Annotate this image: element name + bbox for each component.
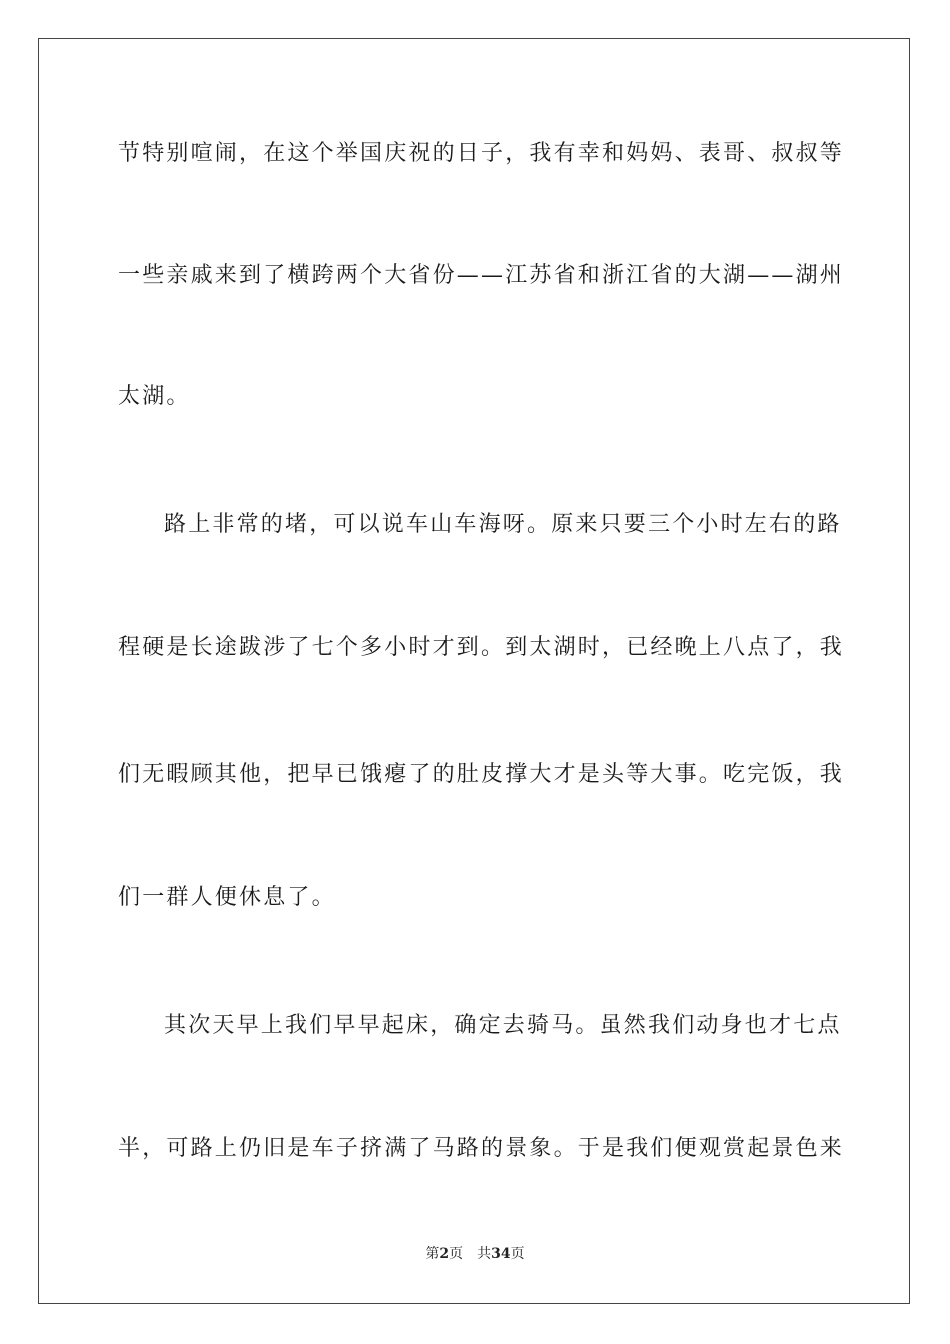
total-page-count: 34 (491, 1246, 511, 1262)
current-page-number: 2 (439, 1246, 450, 1262)
text-line: 节特别喧闹，在这个举国庆祝的日子，我有幸和妈妈、表哥、叔叔等 (118, 141, 845, 166)
paragraph-start-line: 其次天早上我们早早起床，确定去骑马。虽然我们动身也才七点 (164, 1013, 842, 1038)
page-footer (0, 1244, 950, 1264)
paragraph-start-line: 路上非常的堵，可以说车山车海呀。原来只要三个小时左右的路 (164, 512, 842, 537)
text-line: 太湖。 (118, 384, 191, 409)
text-line: 一些亲戚来到了横跨两个大省份——江苏省和浙江省的大湖——湖州 (118, 263, 845, 288)
text-line: 们无暇顾其他，把早已饿瘪了的肚皮撑大才是头等大事。吃完饭，我 (118, 762, 845, 787)
page-prefix: 第 (425, 1246, 440, 1262)
text-line: 程硬是长途跋涉了七个多小时才到。到太湖时，已经晚上八点了，我 (118, 635, 845, 660)
total-suffix: 页 (510, 1246, 525, 1262)
text-line: 们一群人便休息了。 (118, 885, 336, 910)
page-suffix: 页 (449, 1246, 464, 1262)
text-line: 半，可路上仍旧是车子挤满了马路的景象。于是我们便观赏起景色来 (118, 1136, 845, 1161)
total-prefix: 共 (477, 1246, 492, 1262)
page-border (38, 38, 910, 1304)
